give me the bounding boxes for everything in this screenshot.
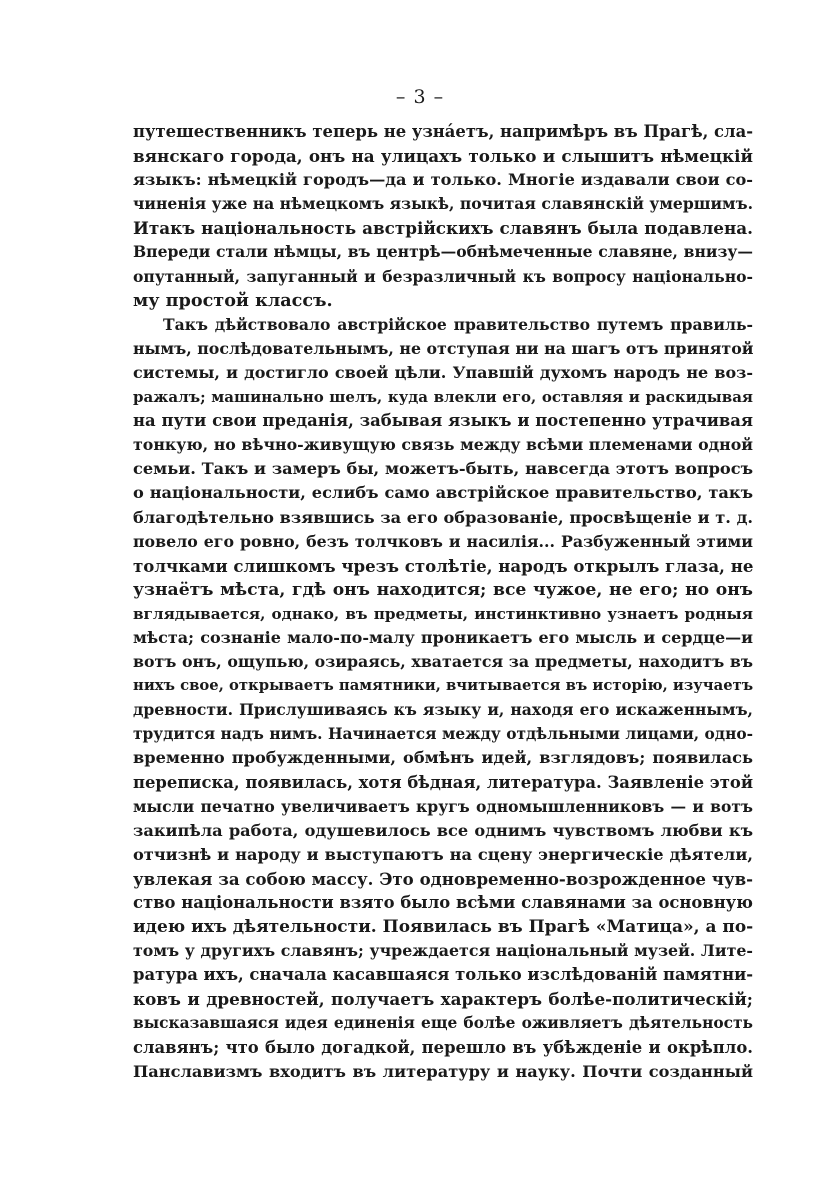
text-line: опутанный, запуганный и безразличный къ вопросу національно-	[133, 266, 753, 286]
text-line: древности. Прислушиваясь къ языку и, находя его искаженнымъ,	[133, 700, 753, 720]
body-text	[133, 120, 753, 1084]
text-line: отчизнѣ и народу и выступаютъ на сцену энергическіе дѣятели,	[133, 844, 753, 864]
text-line: системы, и достигло своей цѣли. Упавшій духомъ народъ не воз-	[133, 362, 753, 382]
text-line: временно пробужденными, обмѣнъ идей, взглядовъ; появилась	[133, 748, 753, 768]
text-line: му простой классъ.	[133, 289, 333, 311]
text-line: нымъ, послѣдовательнымъ, не отступая ни на шагъ отъ принятой	[133, 338, 754, 358]
text-line: повело его ровно, безъ толчковъ и насилія... Разбуженный этими	[133, 531, 753, 551]
text-line: Такъ дѣйствовало австрійское правительство путемъ правиль-	[163, 314, 753, 334]
text-line: нихъ свое, открываетъ памятники, вчитывается въ исторію, изучаетъ	[133, 677, 754, 695]
text-line: увлекая за собою массу. Это одновременно-возрожденное чув-	[133, 868, 753, 889]
text-line: вотъ онъ, ощупью, озираясь, хватается за предметы, находитъ въ	[133, 652, 753, 672]
text-line: вглядывается, однако, въ предметы, инстинктивно узнаетъ родныя	[133, 604, 753, 623]
text-line: ство національности взято было всѣми славянами за основную	[133, 893, 753, 912]
text-line: путешественникъ теперь не узнáетъ, напримѣръ въ Прагѣ, сла-	[133, 122, 753, 141]
text-line: Впереди стали нѣмцы, въ центрѣ—обнѣмеченные славяне, внизу—	[133, 242, 753, 262]
text-line: тонкую, но вѣчно-живущую связь между всѣми племенами одной	[133, 435, 753, 455]
text-line: трудится надъ нимъ. Начинается между отдѣльными лицами, одно-	[133, 725, 753, 744]
page-number: – 3 –	[395, 86, 445, 108]
text-line: ратура ихъ, сначала касавшаяся только изслѣдованій памятни-	[133, 965, 754, 985]
text-line: томъ у другихъ славянъ; учреждается національный музей. Лите-	[133, 941, 753, 961]
text-line: языкъ: нѣмецкій городъ—да и только. Многіе издавали свои со-	[133, 170, 753, 190]
text-line: семьи. Такъ и замеръ бы, можетъ-быть, навсегда этотъ вопросъ	[133, 459, 753, 479]
text-line: идею ихъ дѣятельности. Появилась въ Прагѣ «Матица», а по-	[133, 917, 754, 938]
text-line: благодѣтельно взявшись за его образованіе, просвѣщеніе и т. д.	[133, 507, 753, 527]
text-line: на пути свои преданія, забывая языкъ и постепенно утрачивая	[133, 411, 753, 431]
text-line: мѣста; сознаніе мало-по-малу проникаетъ его мысль и сердце—и	[133, 627, 753, 647]
text-line: мысли печатно увеличиваетъ кругъ одномышленниковъ — и вотъ	[133, 796, 753, 816]
text-line: Панславизмъ входитъ въ литературу и науку. Почти созданный	[133, 1061, 753, 1081]
text-line: Итакъ національность австрійскихъ славянъ была подавлена.	[133, 218, 753, 239]
text-line: славянъ; что было догадкой, перешло въ убѣжденіе и окрѣпло.	[133, 1037, 753, 1057]
text-line: вянскаго города, онъ на улицахъ только и слышитъ нѣмецкій	[133, 146, 753, 167]
text-line: высказавшаяся идея единенія еще болѣе оживляетъ дѣятельность	[133, 1014, 753, 1033]
text-line: ковъ и древностей, получаетъ характеръ болѣе-политическій;	[133, 989, 753, 1010]
text-line: узнаётъ мѣста, гдѣ онъ находится; все чужое, не его; но онъ	[133, 579, 753, 600]
text-line: ражалъ; машинально шелъ, куда влекли его, оставляя и раскидывая	[133, 388, 753, 407]
text-line: закипѣла работа, одушевилось все однимъ чувствомъ любви къ	[133, 820, 753, 840]
text-line: толчками слишкомъ чрезъ столѣтіе, народъ открылъ глаза, не	[133, 555, 754, 576]
text-line: о національности, еслибъ само австрійское правительство, такъ	[133, 483, 753, 503]
text-line: чиненія уже на нѣмецкомъ языкѣ, почитая славянскій умершимъ.	[133, 194, 753, 214]
text-line: переписка, появилась, хотя бѣдная, литература. Заявленіе этой	[133, 772, 753, 792]
